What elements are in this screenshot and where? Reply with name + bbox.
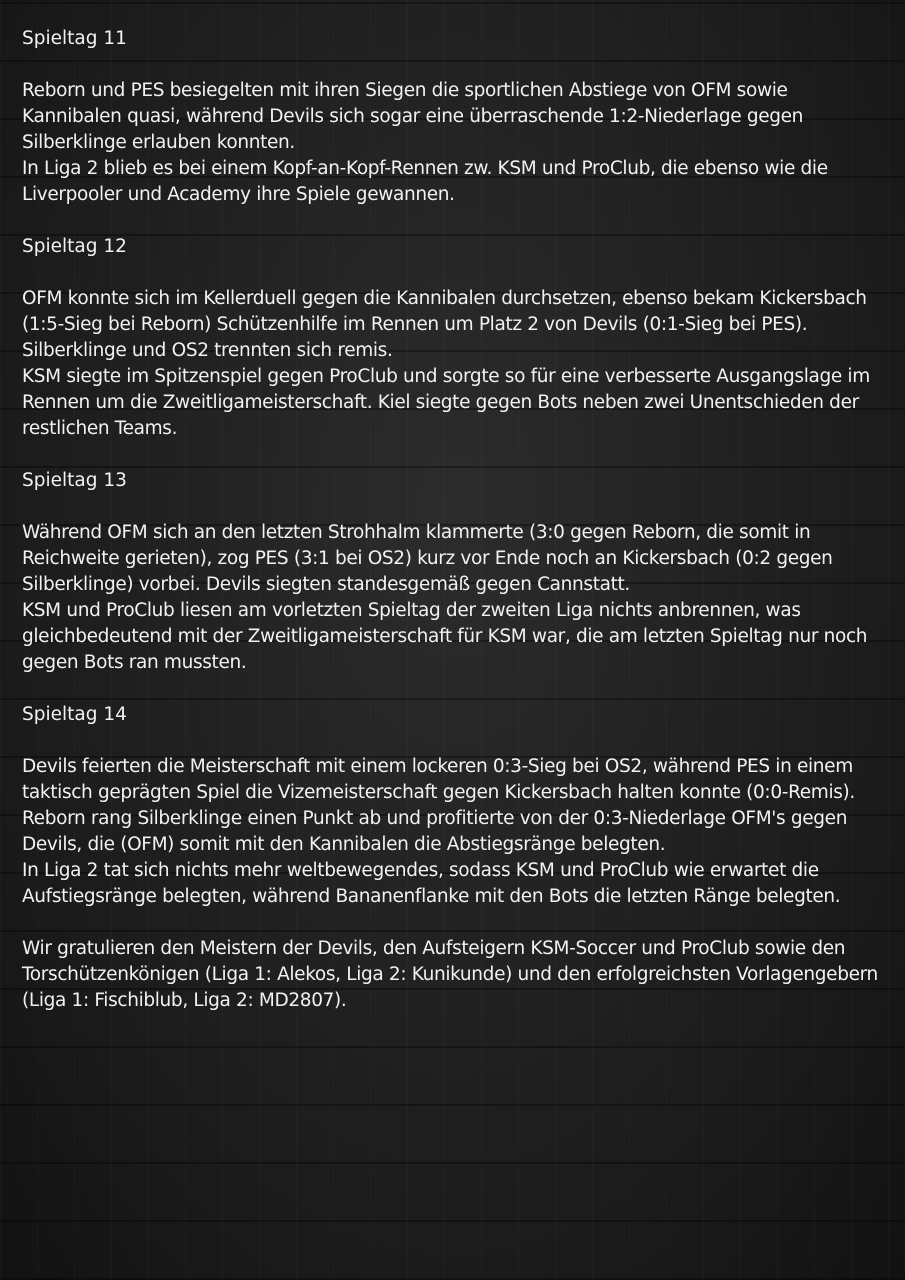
section-spieltag-13: [22, 468, 888, 676]
section-spieltag-12: [22, 234, 888, 442]
closing-section: [22, 936, 888, 1014]
paragraph: Reborn und PES besiegelten mit ihren Siegen die sportlichen Abstiege von OFM sowie Kannibalen quasi, während Devils sich sogar eine überraschende 1:2-Niederlage gegen Silberklinge erlauben konnten.: [22, 80, 804, 153]
paragraph: OFM konnte sich im Kellerduell gegen die Kannibalen durchsetzen, ebenso bekam Kickersbach (1:5-Sieg bei Reborn) Schützenhilfe im Rennen um Platz 2 von Devils (0:1-Sieg bei PES). Silberklinge und OS2 trennten sich remis.: [22, 288, 867, 361]
section-title: Spieltag 14: [22, 704, 127, 725]
paragraph: In Liga 2 blieb es bei einem Kopf-an-Kopf-Rennen zw. KSM und ProClub, die ebenso wie die Liverpooler und Academy ihre Spiele gewannen.: [22, 158, 828, 205]
paragraph: Devils feierten die Meisterschaft mit einem lockeren 0:3-Sieg bei OS2, während PES in einem taktisch geprägten Spiel die Vizemeisterschaft gegen Kickersbach halten konnte (0:0-Remis). Reborn rang Silberklinge einen Punkt ab und profitierte von der 0:3-Niederlage OFM's gegen Devils, die (OFM) somit mit den Kannibalen die Abstiegsränge belegten.: [22, 756, 855, 855]
paragraph: KSM und ProClub liesen am vorletzten Spieltag der zweiten Liga nichts anbrennen, was gleichbedeutend mit der Zweitligameisterschaft für KSM war, die am letzten Spieltag nur noch gegen Bots ran mussten.: [22, 600, 868, 673]
document-page: [22, 26, 888, 1040]
section-title: Spieltag 11: [22, 28, 127, 49]
paragraph: KSM siegte im Spitzenspiel gegen ProClub und sorgte so für eine verbesserte Ausgangslage im Rennen um die Zweitligameisterschaft. Kiel siegte gegen Bots neben zwei Unentschieden der restlichen Teams.: [22, 366, 870, 439]
section-spieltag-14: [22, 702, 888, 910]
paragraph: Während OFM sich an den letzten Strohhalm klammerte (3:0 gegen Reborn, die somit in Reichweite gerieten), zog PES (3:1 bei OS2) kurz vor Ende noch an Kickersbach (0:2 gegen Silberklinge) vorbei. Devils siegten standesgemäß gegen Cannstatt.: [22, 522, 833, 595]
closing-paragraph: Wir gratulieren den Meistern der Devils, den Aufsteigern KSM-Soccer und ProClub sowie den Torschützenkönigen (Liga 1: Alekos, Liga 2: Kunikunde) und den erfolgreichsten Vorlagengebern (Liga 1: Fischiblub, Liga 2: MD2807).: [22, 938, 878, 1011]
section-title: Spieltag 12: [22, 236, 127, 257]
section-spieltag-11: [22, 26, 888, 208]
section-title: Spieltag 13: [22, 470, 127, 491]
paragraph: In Liga 2 tat sich nichts mehr weltbewegendes, sodass KSM und ProClub wie erwartet die Aufstiegsränge belegten, während Bananenflanke mit den Bots die letzten Ränge belegten.: [22, 860, 841, 907]
